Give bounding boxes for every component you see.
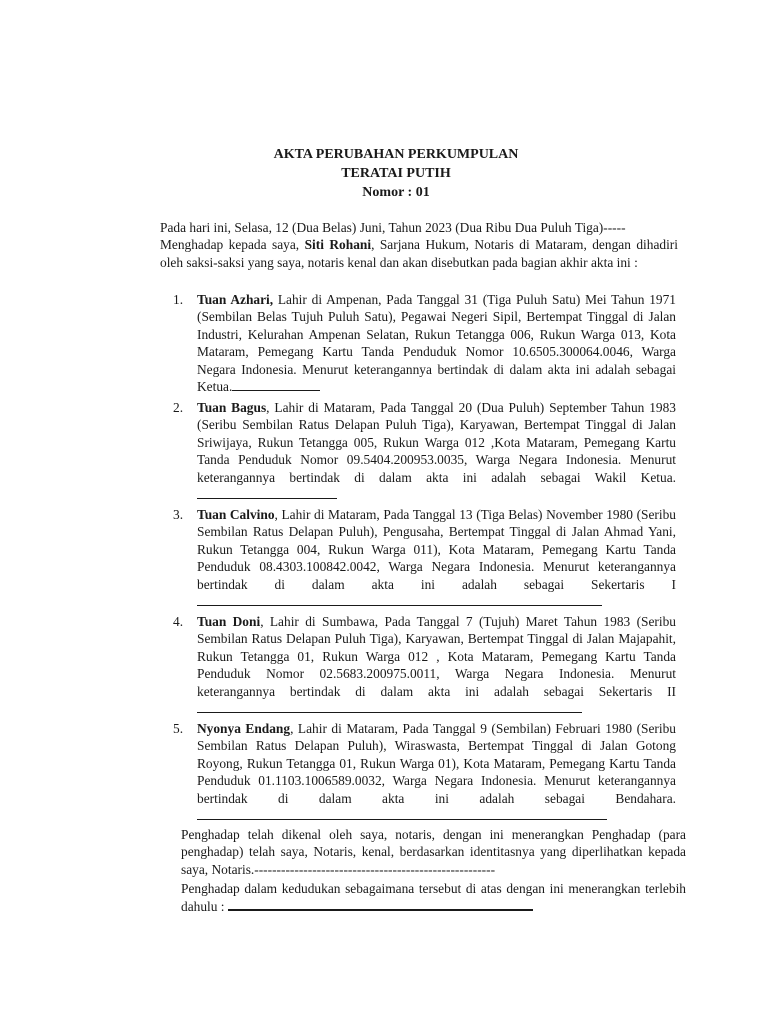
person-number: 4. xyxy=(173,614,184,629)
person-item-3 xyxy=(173,506,676,610)
intro-date-line: Pada hari ini, Selasa, 12 (Dua Belas) Juni, Tahun 2023 (Dua Ribu Dua Puluh Tiga)----- xyxy=(160,220,626,235)
association-name: TERATAI PUTIH xyxy=(341,166,451,181)
person-name: Nyonya Endang xyxy=(197,721,291,736)
closing-paragraph-1: Penghadap telah dikenal oleh saya, notaris, dengan ini menerangkan Penghadap (para penghadap) telah saya, Notaris, kenal, berdasarkan identitasnya yang diperlihatkan kepada saya, Notaris.------------------------------------------------------ xyxy=(181,827,686,877)
person-name: Tuan Doni xyxy=(197,614,261,629)
person-details: Lahir di Ampenan, Pada Tanggal 31 (Tiga Puluh Satu) Mei Tahun 1971 (Sembilan Belas Tujuh Puluh Satu), Pegawai Negeri Sipil, Bertempat Tinggal di Jalan Industri, Kelurahan Ampenan Selatan, Rukun Tetangga 006, Rukun Warga 013, Kota Mataram, Pemegang Kartu Tanda Penduduk Nomor 10.6505.300064.0046, Warga Negara Indonesia. Menurut keterangannya bertindak di dalam akta ini adalah sebagai Ketua. xyxy=(197,292,676,395)
person-number: 3. xyxy=(173,507,184,522)
fill-line xyxy=(228,897,533,911)
fill-line xyxy=(197,807,607,820)
person-details: , Lahir di Mataram, Pada Tanggal 20 (Dua Puluh) September Tahun 1983 (Seribu Sembilan Ratus Delapan Puluh Tiga), Karyawan, Bertempat Tinggal di Jalan Sriwijaya, Rukun Tetangga 005, Rukun Warga 012 ,Kota Mataram, Pemegang Kartu Tanda Penduduk Nomor 09.5404.200953.0035, Warga Negara Indonesia. Menurut keterangannya bertindak di dalam akta ini adalah sebagai Wakil Ketua. xyxy=(197,400,676,485)
person-name: Tuan Bagus xyxy=(197,400,267,415)
fill-line xyxy=(232,378,320,391)
fill-line xyxy=(197,486,337,499)
person-name: Tuan Azhari, xyxy=(197,292,274,307)
person-number: 5. xyxy=(173,721,184,736)
person-item-1 xyxy=(173,291,676,395)
closing-paragraph-2 xyxy=(181,880,686,916)
person-item-5 xyxy=(173,720,676,824)
fill-line xyxy=(197,700,582,713)
fill-line xyxy=(197,593,602,606)
closing-text-2: Penghadap dalam kedudukan sebagaimana tersebut di atas dengan ini menerangkan terlebih dahulu : xyxy=(181,881,686,915)
person-details: , Lahir di Mataram, Pada Tanggal 9 (Sembilan) Februari 1980 (Seribu Sembilan Ratus Delapan Puluh), Wiraswasta, Bertempat Tinggal di Jalan Gotong Royong, Rukun Tetangga 01, Rukun Warga 01), Kota Mataram, Pemegang Kartu Tanda Penduduk 01.1103.1006589.0032, Warga Negara Indonesia. Menurut keterangannya bertindak di dalam akta ini adalah sebagai Bendahara. xyxy=(197,721,676,806)
intro-text-post: , Sarjana Hukum, Notaris di Mataram, dengan dihadiri oleh saksi-saksi yang saya, notaris kenal dan akan disebutkan pada bagian akhir akta ini : xyxy=(160,237,678,270)
person-details: , Lahir di Mataram, Pada Tanggal 13 (Tiga Belas) November 1980 (Seribu Sembilan Ratus Delapan Puluh), Pengusaha, Bertempat Tinggal di Jalan Ahmad Yani, Rukun Tetangga 004, Rukun Warga 011), Kota Mataram, Pemegang Kartu Tanda Penduduk 08.4303.100842.0042, Warga Negara Indonesia. Menurut keterangannya bertindak di dalam akta ini adalah sebagai Sekertaris I xyxy=(197,507,676,592)
document-number: Nomor : 01 xyxy=(362,185,430,200)
person-number: 2. xyxy=(173,400,184,415)
notary-name: Siti Rohani xyxy=(304,237,372,253)
person-name: Tuan Calvino xyxy=(197,507,275,522)
person-details: , Lahir di Sumbawa, Pada Tanggal 7 (Tujuh) Maret Tahun 1983 (Seribu Sembilan Ratus Delapan Puluh Tiga), Karyawan, Bertempat Tinggal di Jalan Majapahit, Rukun Tetangga 01, Rukun Warga 012 , Kota Mataram, Pemegang Kartu Tanda Penduduk Nomor 02.5683.200975.0011, Warga Negara Indonesia. Menurut keterangannya bertindak di dalam akta ini adalah sebagai Sekertaris II xyxy=(197,614,676,699)
person-item-2 xyxy=(173,399,676,503)
person-number: 1. xyxy=(173,292,184,307)
document-title: AKTA PERUBAHAN PERKUMPULAN xyxy=(273,147,519,162)
intro-paragraph xyxy=(160,219,678,271)
person-item-4 xyxy=(173,613,676,717)
intro-text-pre: Menghadap kepada saya, xyxy=(160,237,305,253)
